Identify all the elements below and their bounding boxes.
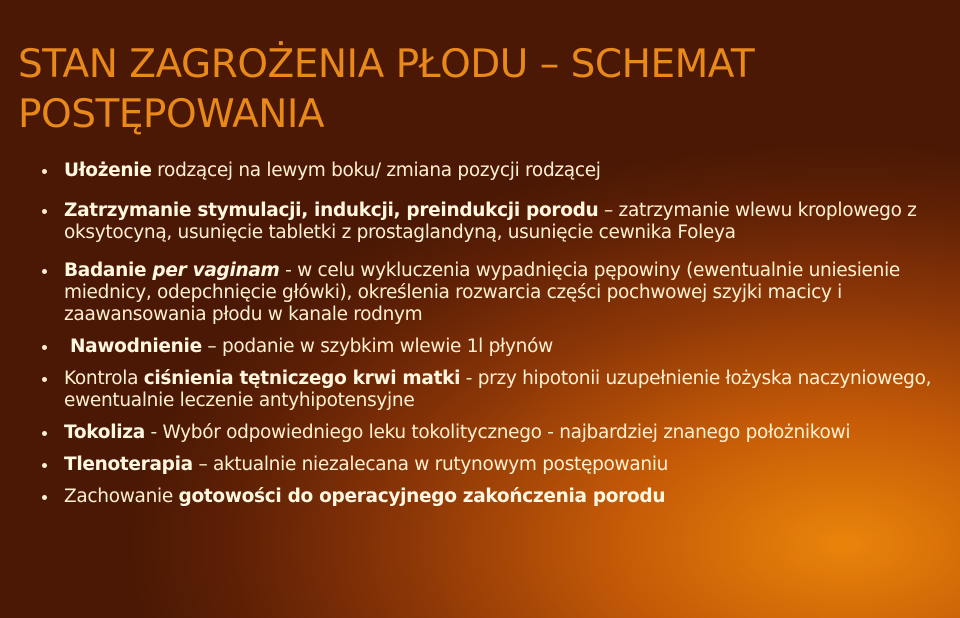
item-text: Kontrola	[64, 368, 144, 389]
bullet-icon	[42, 463, 47, 468]
list-item	[0, 486, 935, 508]
item-text: – zatrzymanie wlewu kroplowego z oksytocyną, usunięcie tabletki z prostaglandyną, usunięcie cewnika Foleya	[64, 200, 917, 243]
list-item	[0, 422, 935, 444]
bullet-icon	[42, 377, 47, 382]
list-item	[0, 160, 935, 182]
list-item	[0, 368, 935, 412]
item-text: - przy hipotonii uzupełnienie łożyska naczyniowego, ewentualnie leczenie antyhipotensyjne	[64, 368, 932, 411]
bullet-icon	[42, 209, 47, 214]
item-keyword: Tokoliza	[64, 422, 145, 443]
bullet-icon	[42, 495, 47, 500]
item-text: - Wybór odpowiedniego leku tokolitycznego - najbardziej znanego położnikowi	[144, 422, 851, 443]
item-keyword: Ułożenie	[64, 160, 152, 181]
item-keyword: ciśnienia tętniczego krwi matki	[143, 368, 461, 389]
item-text: - w celu wykluczenia wypadnięcia pępowiny (ewentualnie uniesienie miednicy, odepchnięcie główki), określenia rozwarcia części pochwowej szyjki macicy i zaawansowania płodu w kanale rodnym	[64, 260, 900, 325]
bullet-icon	[42, 431, 47, 436]
slide-title: STAN ZAGROŻENIA PŁODU – SCHEMAT POSTĘPOWANIA	[18, 42, 755, 137]
item-text: – podanie w szybkim wlewie 1l płynów	[201, 336, 553, 357]
list-item	[0, 336, 935, 358]
bullet-icon	[42, 269, 47, 274]
item-keyword: Tlenoterapia	[64, 454, 193, 475]
bullet-list	[0, 160, 935, 508]
bullet-icon	[42, 345, 47, 350]
bullet-icon	[42, 169, 47, 174]
list-item	[0, 454, 935, 476]
item-keyword: Badanie	[64, 260, 153, 281]
item-keyword-italic: per vaginam	[152, 260, 280, 281]
item-text: Zachowanie	[64, 486, 179, 507]
item-text: rodzącej na lewym boku/ zmiana pozycji rodzącej	[151, 160, 601, 181]
list-item	[0, 200, 935, 244]
item-text: – aktualnie niezalecana w rutynowym postępowaniu	[192, 454, 669, 475]
item-keyword: gotowości do operacyjnego zakończenia porodu	[178, 486, 666, 507]
list-item	[0, 260, 935, 326]
item-keyword: Nawodnienie	[70, 336, 202, 357]
item-keyword: Zatrzymanie stymulacji, indukcji, preindukcji porodu	[64, 200, 599, 221]
